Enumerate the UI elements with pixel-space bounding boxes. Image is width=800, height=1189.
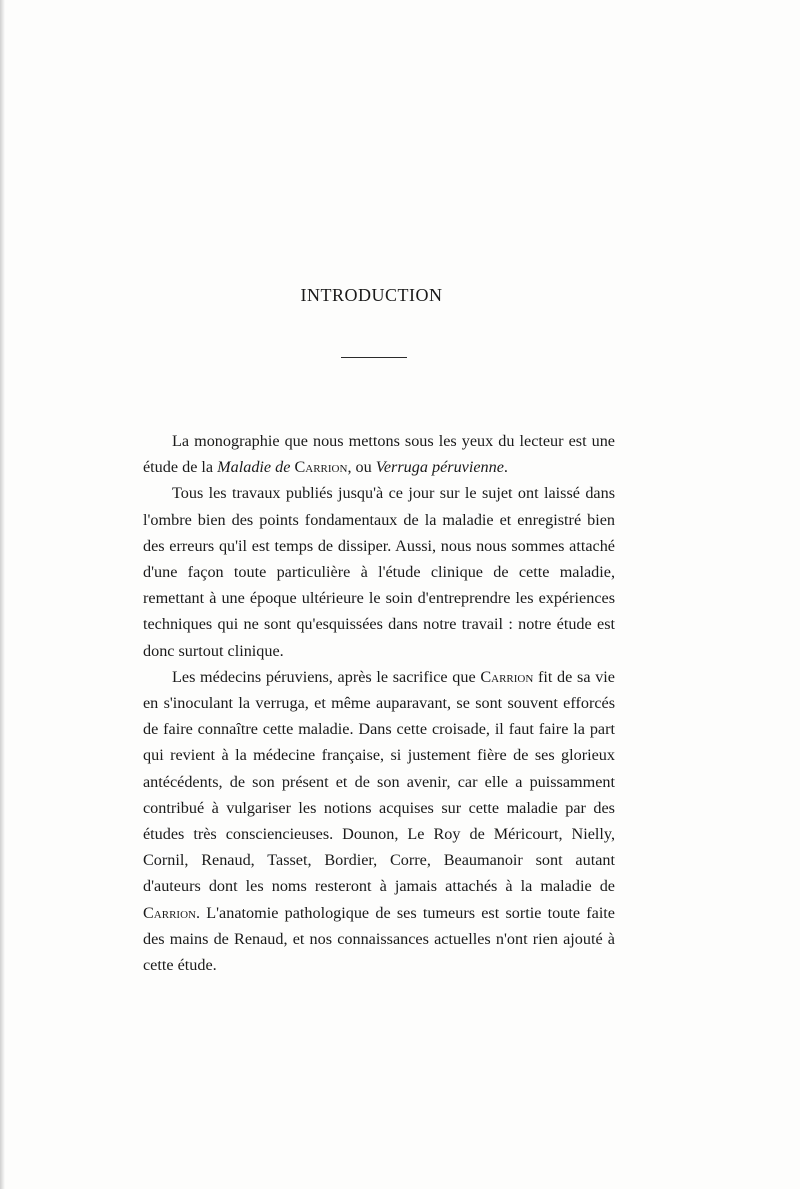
heading-divider	[341, 357, 407, 358]
paragraph-2	[143, 480, 615, 663]
paragraph-1-text-d: .	[503, 458, 508, 477]
paragraph-1	[143, 428, 615, 480]
paragraph-3-smallcaps-name-a: Carrion	[480, 667, 534, 686]
paragraph-1-smallcaps-name: Carrion	[294, 458, 348, 477]
paragraph-3-text-a: Les médecins péruviens, après le sacrifice que	[172, 667, 481, 686]
paragraph-2-text: Tous les travaux publiés jusqu'à ce jour sur le sujet ont laissé dans l'ombre bien des points fondamentaux de la maladie et enregistré bien des erreurs qu'il est temps de dissiper. Aussi, nous nous sommes attaché d'une façon toute particulière à l'étude clinique de cette maladie, remettant à une époque ultérieure le soin d'entreprendre les expériences techniques qui ne sont qu'esquissées dans notre travail : notre étude est donc surtout clinique.	[143, 484, 615, 660]
paragraph-3-text-c: . L'anatomie pathologique de ses tumeurs est sortie toute faite des mains de Renaud, et nos connaissances actuelles n'ont rien ajouté à cette étude.	[143, 903, 615, 975]
paragraph-3-text-b: fit de sa vie en s'inoculant la verruga, et même auparavant, se sont souvent efforcés de faire connaître cette maladie. Dans cette croisade, il faut faire la part qui revient à la médecine française, si justement fière de ses glorieux antécédents, de son présent et de son avenir, car elle a puissamment contribué à vulgariser les notions acquises sur cette maladie par des études très consciencieuses. Dounon, Le Roy de Méricourt, Nielly, Cornil, Renaud, Tasset, Bordier, Corre, Beaumanoir sont autant d'auteurs dont les noms resteront à jamais attachés à la maladie de	[143, 667, 615, 896]
paragraph-3-smallcaps-name-b: Carrion	[143, 903, 196, 922]
paragraph-3	[143, 664, 615, 978]
chapter-heading: INTRODUCTION	[300, 285, 443, 305]
paragraph-1-text-c: , ou	[347, 458, 376, 477]
paragraph-1-italic-a: Maladie de	[217, 458, 291, 477]
introduction-text	[143, 428, 615, 978]
page-edge-shadow	[0, 0, 5, 1189]
paragraph-1-text-a: La monographie que nous mettons sous les yeux du lecteur est une étude de la	[143, 432, 615, 477]
paragraph-1-italic-b: Verruga péruvienne	[375, 458, 504, 477]
